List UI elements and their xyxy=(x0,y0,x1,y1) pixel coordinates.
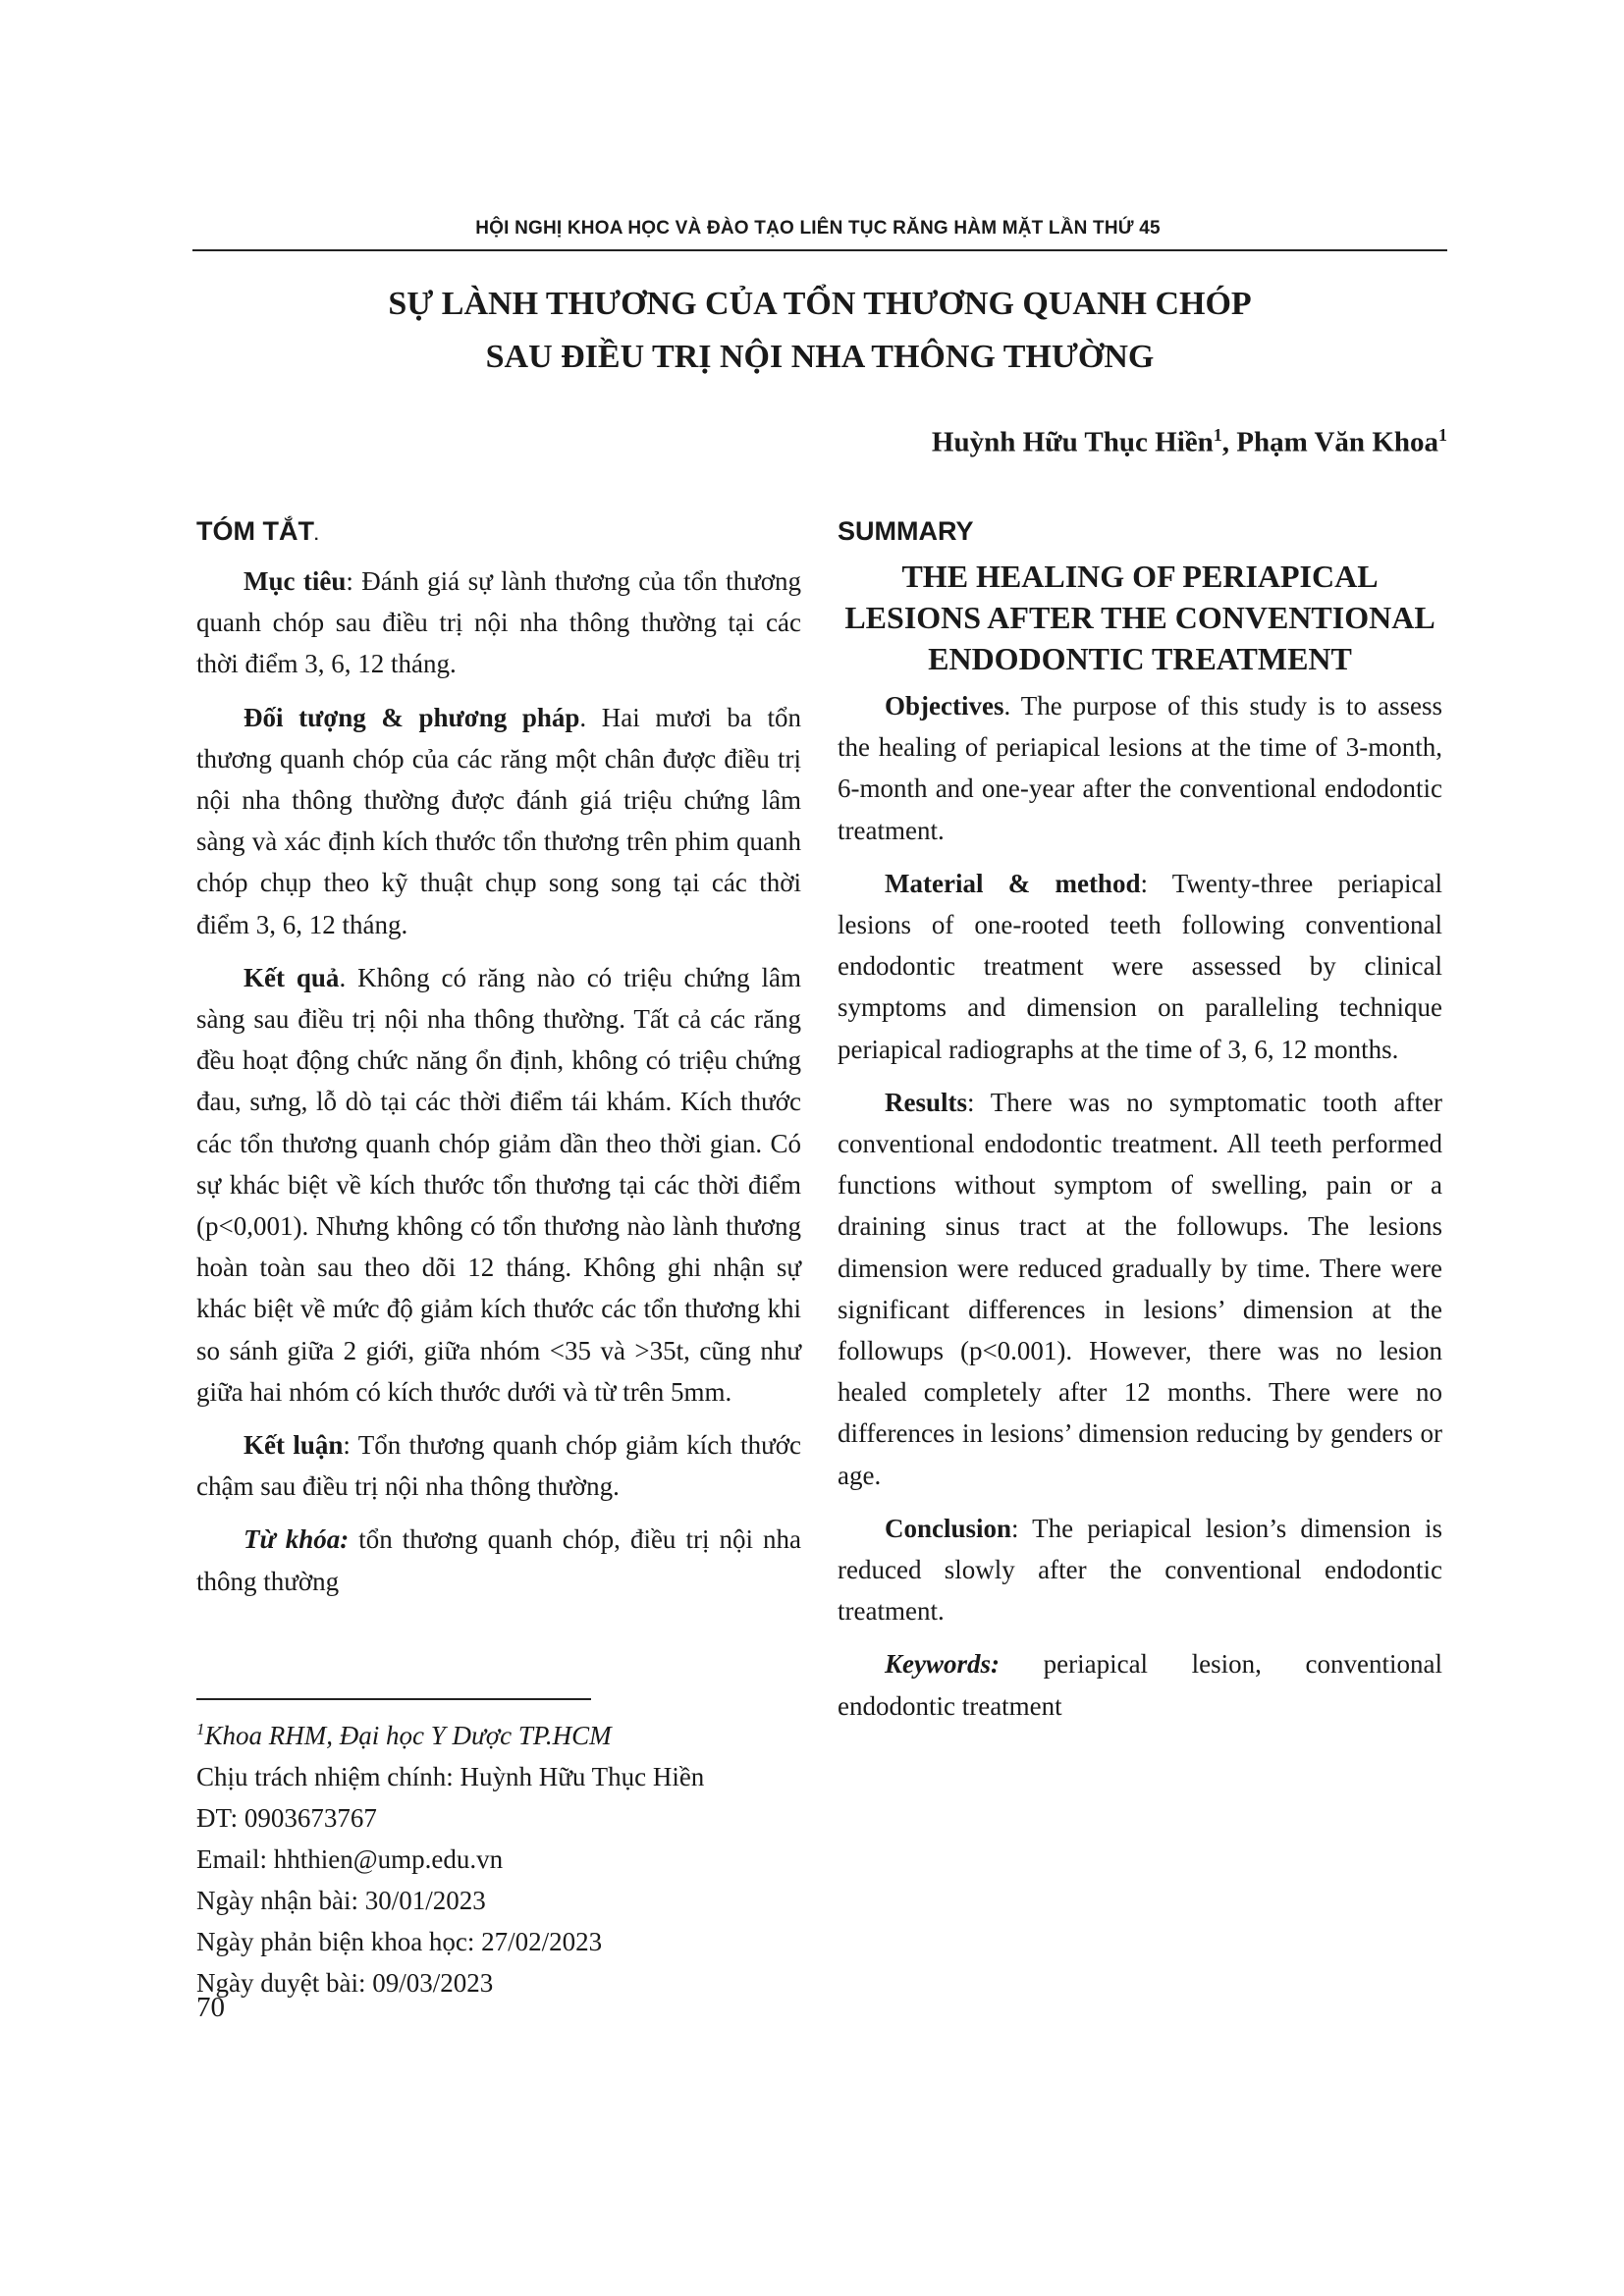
author-2: Phạm Văn Khoa xyxy=(1236,426,1438,458)
vi-abstract-heading xyxy=(196,510,801,557)
vi-method-paragraph xyxy=(196,697,801,945)
author-1: Huỳnh Hữu Thục Hiền xyxy=(931,426,1214,458)
author-2-affil-sup: 1 xyxy=(1438,425,1447,445)
vi-objective-text: : Đánh giá sự lành thương của tổn thương quanh chóp sau điều trị nội nha thông thường tại các thời điểm 3, 6, 12 tháng. xyxy=(196,566,801,679)
article-title-line-1: SỰ LÀNH THƯƠNG CỦA TỔN THƯƠNG QUANH CHÓP xyxy=(388,286,1252,322)
en-keywords-paragraph xyxy=(838,1643,1442,1726)
en-method-text: : Twenty-three periapical lesions of one-rooted teeth following conventional endodontic treatment were assessed by clinical symptoms and dimension on paralleling technique periapical radiographs at the time of 3, 6, 12 months. xyxy=(838,868,1442,1064)
footnote-accepted-date: Ngày duyệt bài: 09/03/2023 xyxy=(196,1968,494,1998)
footnote-rule xyxy=(196,1698,591,1700)
vi-conclusion-text: : Tổn thương quanh chóp giảm kích thước chậm sau điều trị nội nha thông thường. xyxy=(196,1430,801,1502)
vi-heading-dot: . xyxy=(313,527,319,544)
footnote-phone: ĐT: 0903673767 xyxy=(196,1803,377,1833)
affiliation-sup: 1 xyxy=(196,1720,205,1738)
en-conclusion-label: Conclusion xyxy=(885,1513,1012,1543)
footnote-affiliation xyxy=(196,1709,884,1756)
vi-method-label: Đối tượng & phương pháp xyxy=(244,702,580,732)
english-summary-column xyxy=(838,510,1442,1738)
en-conclusion-text: : The periapical lesion’s dimension is reduced slowly after the conventional endodontic treatment. xyxy=(838,1513,1442,1627)
vi-heading-text: TÓM TẮT xyxy=(196,516,314,546)
author-1-affil-sup: 1 xyxy=(1213,425,1222,445)
en-objective-label: Objectives xyxy=(885,691,1004,721)
vi-keywords-text: tổn thương quanh chóp, điều trị nội nha thông thường xyxy=(196,1524,801,1596)
running-header: HỘI NGHỊ KHOA HỌC VÀ ĐÀO TẠO LIÊN TỤC RĂNG HÀM MẶT LẦN THỨ 45 xyxy=(475,218,1161,239)
affiliation-text: Khoa RHM, Đại học Y Dược TP.HCM xyxy=(204,1721,612,1750)
authors-line xyxy=(932,425,1447,459)
en-results-label: Results xyxy=(885,1087,968,1117)
vi-results-paragraph xyxy=(196,957,801,1413)
vi-keywords-paragraph xyxy=(196,1519,801,1601)
en-keywords-text: periapical lesion, conventional endodontic treatment xyxy=(838,1649,1442,1721)
en-results-paragraph xyxy=(838,1082,1442,1496)
vi-objective-paragraph xyxy=(196,561,801,685)
en-keywords-label: Keywords: xyxy=(885,1649,1000,1680)
vi-conclusion-label: Kết luận xyxy=(244,1430,344,1461)
en-article-title: THE HEALING OF PERIAPICAL LESIONS AFTER THE CONVENTIONAL ENDODONTIC TREATMENT xyxy=(844,559,1435,676)
article-title-line-2: SAU ĐIỀU TRỊ NỘI NHA THÔNG THƯỜNG xyxy=(485,339,1155,375)
en-method-paragraph xyxy=(838,863,1442,1070)
en-objective-paragraph xyxy=(838,685,1442,851)
footnote-email: Email: hhthien@ump.edu.vn xyxy=(196,1844,504,1874)
vi-results-label: Kết quả xyxy=(244,962,340,992)
en-results-text: : There was no symptomatic tooth after conventional endodontic treatment. All teeth performed functions without symptom of swelling, pain or a draining sinus tract at the followups. The lesions dimension were reduced gradually by time. There were significant differences in lesions’ dimension at the followups (p<0.001). However, there was no lesion healed completely after 12 months. There were no differences in lesions’ dimension reducing by genders or age. xyxy=(838,1087,1442,1490)
footnote-received-date: Ngày nhận bài: 30/01/2023 xyxy=(196,1886,486,1915)
footnote-review-date: Ngày phản biện khoa học: 27/02/2023 xyxy=(196,1927,603,1956)
vi-results-text: . Không có răng nào có triệu chứng lâm sàng sau điều trị nội nha thông thường. Tất cả các răng đều hoạt động chức năng ổn định, không có triệu chứng đau, sưng, lỗ dò tại các thời điểm tái khám. Kích thước các tổn thương quanh chóp giảm dần theo thời gian. Có sự khác biệt về kích thước tổn thương tại các thời điểm (p<0,001). Nhưng không có tổn thương nào lành thương hoàn toàn sau theo dõi 12 tháng. Không ghi nhận sự khác biệt về mức độ giảm kích thước các tổn thương khi so sánh giữa 2 giới, giữa nhóm <35 và >35t, cũng như giữa hai nhóm có kích thước dưới và từ trên 5mm. xyxy=(196,962,802,1407)
en-conclusion-paragraph xyxy=(838,1508,1442,1632)
header-rule xyxy=(192,249,1447,251)
footnote-responsible: Chịu trách nhiệm chính: Huỳnh Hữu Thục Hiền xyxy=(196,1762,705,1791)
en-method-label: Material & method xyxy=(885,868,1141,898)
en-summary-heading: SUMMARY xyxy=(838,516,974,546)
vi-objective-label: Mục tiêu xyxy=(244,566,347,596)
author-separator: , xyxy=(1221,426,1237,458)
footnotes xyxy=(196,1709,884,2003)
en-objective-text: . The purpose of this study is to assess the healing of periapical lesions at the time of 3-month, 6-month and one-year after the conventional endodontic treatment. xyxy=(838,691,1442,845)
page-number: 70 xyxy=(196,1992,225,2023)
vietnamese-abstract-column xyxy=(196,510,801,1614)
vi-method-text: . Hai mươi ba tổn thương quanh chóp của các răng một chân được điều trị nội nha thông thường được đánh giá triệu chứng lâm sàng và xác định kích thước tổn thương trên phim quanh chóp chụp theo kỹ thuật chụp song song tại các thời điểm 3, 6, 12 tháng. xyxy=(196,702,802,939)
vi-keywords-label: Từ khóa: xyxy=(244,1524,350,1555)
vi-conclusion-paragraph xyxy=(196,1424,801,1507)
